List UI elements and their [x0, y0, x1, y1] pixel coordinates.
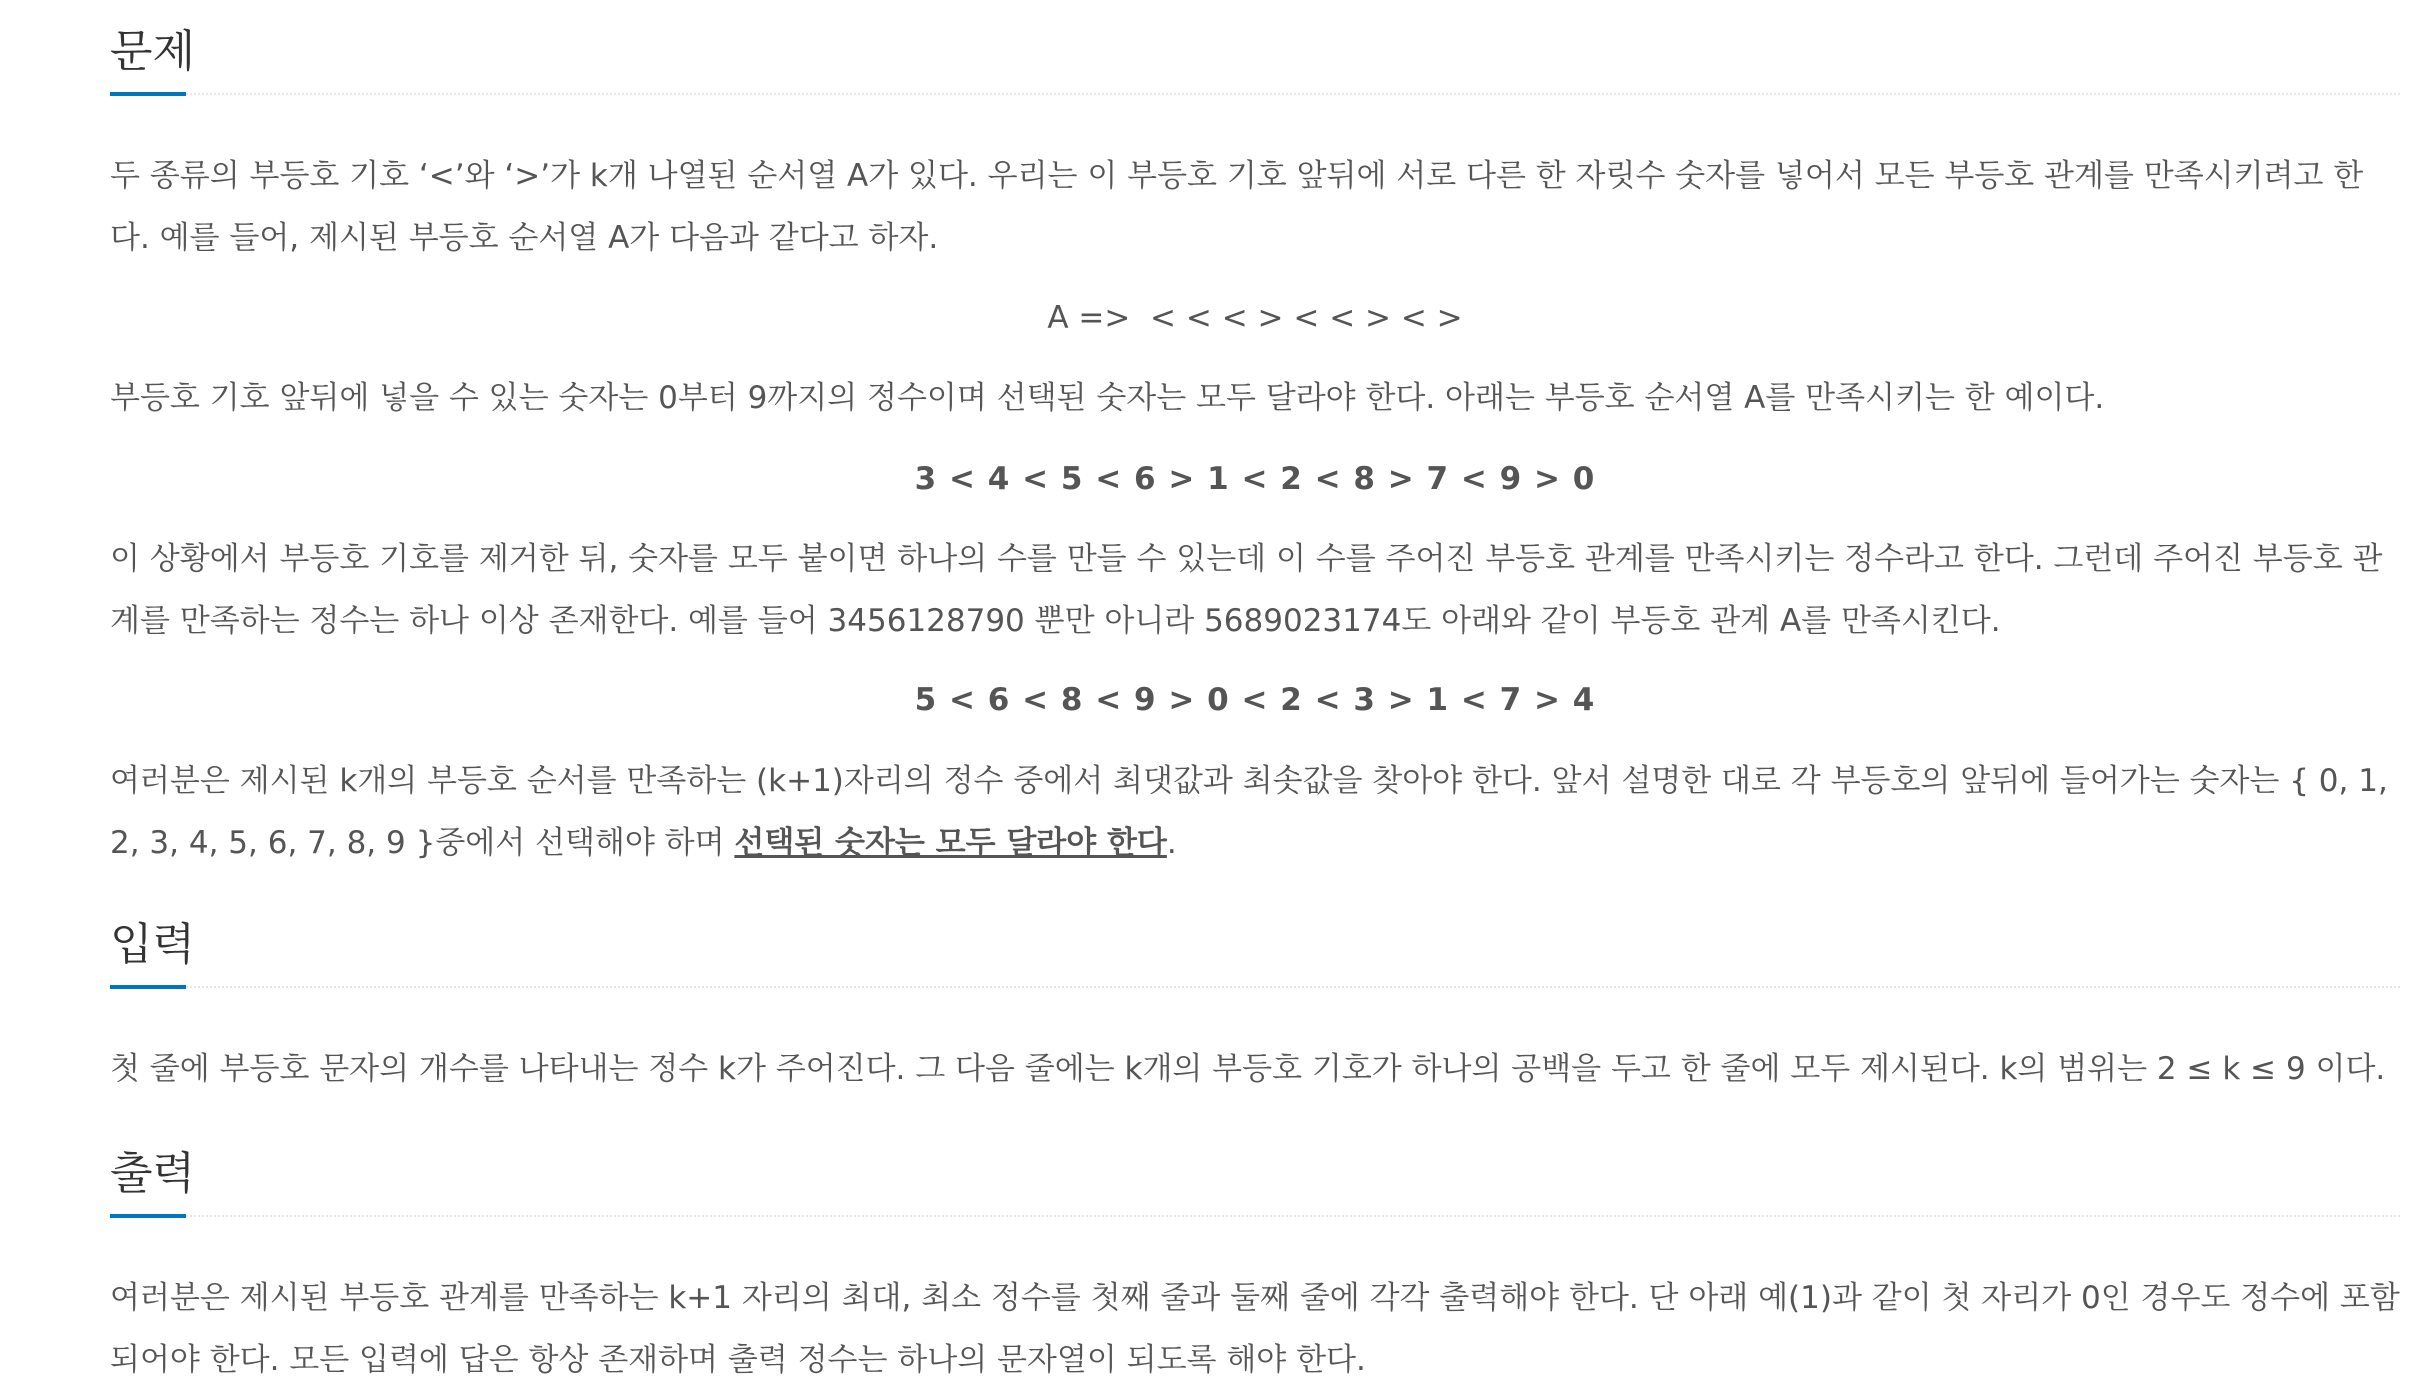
problem-section	[110, 0, 2400, 861]
heading-underline	[110, 985, 186, 989]
problem-paragraph-4	[110, 750, 2400, 874]
example-sequence-2: 5 < 6 < 8 < 9 > 0 < 2 < 3 > 1 < 7 > 4	[914, 682, 1596, 718]
output-heading: 출력	[110, 1148, 196, 1199]
problem-paragraph-4-text: 여러분은 제시된 k개의 부등호 순서를 만족하는 (k+1)자리의 정수 중에서 최댓값과 최솟값을 찾아야 한다. 앞서 설명한 대로 각 부등호의 앞뒤에 들어가는 숫자는 { 0, 1, 2, 3, 4, 5, 6, 7, 8, 9 }중에서 선택해야 하며	[110, 763, 2388, 861]
heading-underline	[110, 92, 186, 96]
example-sequence-1: 3 < 4 < 5 < 6 > 1 < 2 < 8 > 7 < 9 > 0	[914, 461, 1596, 497]
output-description: 여러분은 제시된 부등호 관계를 만족하는 k+1 자리의 최대, 최소 정수를 첫째 줄과 둘째 줄에 각각 출력해야 한다. 단 아래 예(1)과 같이 첫 자리가 0인 경우도 정수에 포함되어야 한다. 모든 입력에 답은 항상 존재하며 출력 정수는 하나의 문자열이 되도록 해야 한다.	[110, 1280, 2400, 1378]
heading-underline	[110, 1214, 186, 1218]
output-section	[110, 1122, 2400, 1378]
input-headline	[110, 893, 2400, 988]
problem-paragraph-3: 이 상황에서 부등호 기호를 제거한 뒤, 숫자를 모두 붙이면 하나의 수를 만들 수 있는데 이 수를 주어진 부등호 관계를 만족시키는 정수라고 한다. 그런데 주어진 부등호 관계를 만족하는 정수는 하나 이상 존재한다. 예를 들어 3456128790 뿐만 아니라 5689023174도 아래와 같이 부등호 관계 A를 만족시킨다.	[110, 541, 2383, 639]
problem-paragraph-4-end: .	[1166, 825, 1177, 861]
input-description: 첫 줄에 부등호 문자의 개수를 나타내는 정수 k가 주어진다. 그 다음 줄에는 k개의 부등호 기호가 하나의 공백을 두고 한 줄에 모두 제시된다. k의 범위는 2 ≤ k ≤ 9 이다.	[110, 1051, 2386, 1087]
input-section	[110, 893, 2400, 1087]
problem-heading: 문제	[110, 26, 196, 77]
problem-headline	[110, 0, 2400, 95]
problem-paragraph-2: 부등호 기호 앞뒤에 넣을 수 있는 숫자는 0부터 9까지의 정수이며 선택된 숫자는 모두 달라야 한다. 아래는 부등호 순서열 A를 만족시키는 한 예이다.	[110, 380, 2105, 416]
output-headline	[110, 1122, 2400, 1217]
input-heading: 입력	[110, 919, 196, 970]
problem-paragraph-1: 두 종류의 부등호 기호 ‘<’와 ‘>’가 k개 나열된 순서열 A가 있다. 우리는 이 부등호 기호 앞뒤에 서로 다른 한 자릿수 숫자를 넣어서 모든 부등호 관계를 만족시키려고 한다. 예를 들어, 제시된 부등호 순서열 A가 다음과 같다고 하자.	[110, 158, 2364, 256]
inequality-sequence: A => < < < > < < > < >	[1047, 300, 1463, 336]
emphasis-text: 선택된 숫자는 모두 달라야 한다	[734, 825, 1167, 861]
